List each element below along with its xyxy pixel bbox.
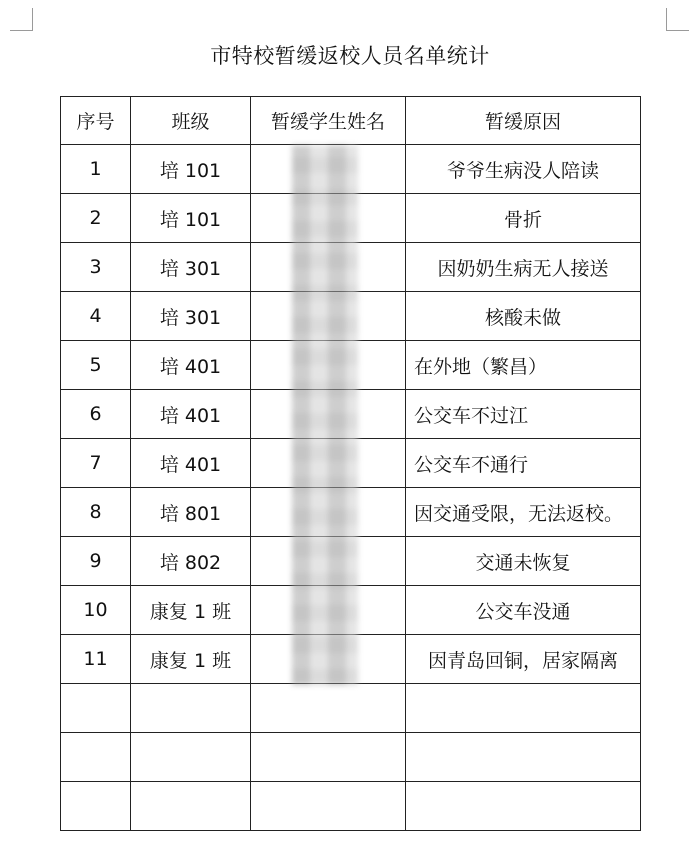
cell-class: 培 801 [131,488,251,537]
cell-student-name [251,782,406,831]
cell-reason [406,684,641,733]
cell-class: 培 802 [131,537,251,586]
cell-class [131,733,251,782]
cell-index [61,733,131,782]
cell-reason [406,782,641,831]
cell-index: 1 [61,145,131,194]
cell-class: 培 401 [131,390,251,439]
cell-class [131,684,251,733]
header-student-name: 暂缓学生姓名 [251,97,406,145]
cell-class: 培 301 [131,243,251,292]
cell-index: 6 [61,390,131,439]
cell-class: 培 301 [131,292,251,341]
page-corner-mark-top-right [666,8,689,31]
cell-reason: 因青岛回铜，居家隔离 [406,635,641,684]
cell-index: 11 [61,635,131,684]
cell-class: 培 401 [131,341,251,390]
cell-reason: 交通未恢复 [406,537,641,586]
cell-index: 5 [61,341,131,390]
cell-index: 8 [61,488,131,537]
cell-reason: 因奶奶生病无人接送 [406,243,641,292]
cell-index: 4 [61,292,131,341]
cell-index: 7 [61,439,131,488]
student-names-redaction-blur [292,145,358,685]
cell-index: 2 [61,194,131,243]
cell-class: 培 401 [131,439,251,488]
table-row-empty [61,733,641,782]
cell-index [61,684,131,733]
table-row-empty [61,782,641,831]
cell-class: 培 101 [131,194,251,243]
cell-reason: 因交通受限，无法返校。 [406,488,641,537]
cell-class: 康复 1 班 [131,586,251,635]
cell-reason: 爷爷生病没人陪读 [406,145,641,194]
cell-reason: 骨折 [406,194,641,243]
document-title: 市特校暂缓返校人员名单统计 [210,44,490,68]
header-index: 序号 [61,97,131,145]
cell-index: 9 [61,537,131,586]
cell-index: 3 [61,243,131,292]
cell-index [61,782,131,831]
cell-class [131,782,251,831]
cell-reason: 公交车不过江 [406,390,641,439]
cell-reason: 核酸未做 [406,292,641,341]
header-reason: 暂缓原因 [406,97,641,145]
cell-reason: 公交车不通行 [406,439,641,488]
header-class: 班级 [131,97,251,145]
cell-reason: 在外地（繁昌） [406,341,641,390]
cell-student-name [251,733,406,782]
cell-student-name [251,684,406,733]
cell-reason: 公交车没通 [406,586,641,635]
page-corner-mark-top-left [10,8,33,31]
cell-class: 培 101 [131,145,251,194]
cell-class: 康复 1 班 [131,635,251,684]
table-row-empty [61,684,641,733]
cell-index: 10 [61,586,131,635]
table-header-row [61,97,641,145]
cell-reason [406,733,641,782]
